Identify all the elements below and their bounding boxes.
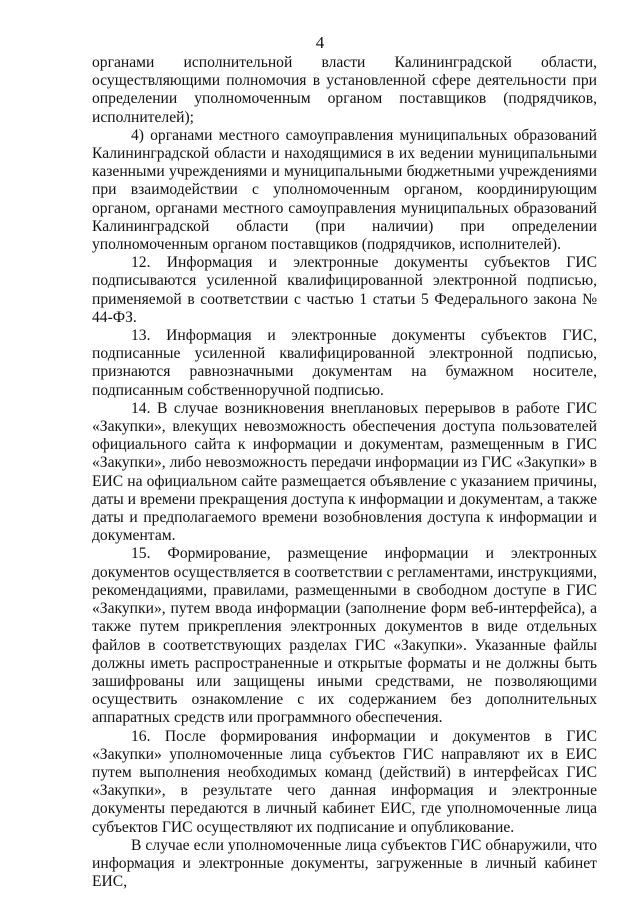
paragraph-13: 13. Информация и электронные документы субъектов ГИС, подписанные усиленной квалифицированной электронной подписью, признаются равнозначными документам на бумажном носителе, подписанным собственноручной подписью. (92, 327, 597, 399)
page-number: 4 (315, 33, 325, 52)
paragraph-16: 16. После формирования информации и документов в ГИС «Закупки» уполномоченные лица субъектов ГИС направляют их в ЕИС путем выполнения необходимых команд (действий) в интерфейсах ГИС «Закупки», в результате чего данная информация и электронные документы передаются в личный кабинет ЕИС, где уполномоченные лица субъектов ГИС осуществляют их подписание и опубликование. (92, 727, 597, 836)
paragraph-12: 12. Информация и электронные документы субъектов ГИС подписываются усиленной квалифицированной электронной подписью, применяемой в соответствии с частью 1 статьи 5 Федерального закона № 44-ФЗ. (92, 254, 597, 326)
paragraph-item-4: 4) органами местного самоуправления муниципальных образований Калининградской области и находящимися в их ведении муниципальными казенными учреждениями и муниципальными бюджетными учреждениями при взаимодействии с уполномоченным органом, координирующим органом, органами местного самоуправления муниципальных образований Калининградской области (при наличии) при определении уполномоченным органом поставщиков (подрядчиков, исполнителей). (92, 126, 597, 254)
paragraph-16-continued: В случае если уполномоченные лица субъектов ГИС обнаружили, что информация и электронные документы, загруженные в личный кабинет ЕИС, (92, 836, 597, 891)
paragraph-14: 14. В случае возникновения внеплановых перерывов в работе ГИС «Закупки», влекущих невозможность обеспечения доступа пользователей официального сайта к информации и документам, размещенным в ГИС «Закупки», либо невозможность передачи информации из ГИС «Закупки» в ЕИС на официальном сайте размещается объявление с указанием причины, даты и времени прекращения доступа к информации и документам, а также даты и предполагаемого времени возобновления доступа к информации и документам. (92, 399, 597, 545)
document-body (92, 54, 597, 891)
paragraph-15: 15. Формирование, размещение информации и электронных документов осуществляется в соответствии с регламентами, инструкциями, рекомендациями, правилами, размещенными в свободном доступе в ГИС «Закупки», путем ввода информации (заполнение форм веб-интерфейса), а также путем прикрепления электронных документов в виде отдельных файлов в соответствующих разделах ГИС «Закупки». Указанные файлы должны иметь распространенные и открытые форматы и не должны быть зашифрованы или защищены иными средствами, не позволяющими осуществить ознакомление с их содержанием без дополнительных аппаратных средств или программного обеспечения. (92, 545, 597, 727)
paragraph-continuation: органами исполнительной власти Калининградской области, осуществляющими полномочия в установленной сфере деятельности при определении уполномоченным органом поставщиков (подрядчиков, исполнителей); (92, 54, 597, 126)
